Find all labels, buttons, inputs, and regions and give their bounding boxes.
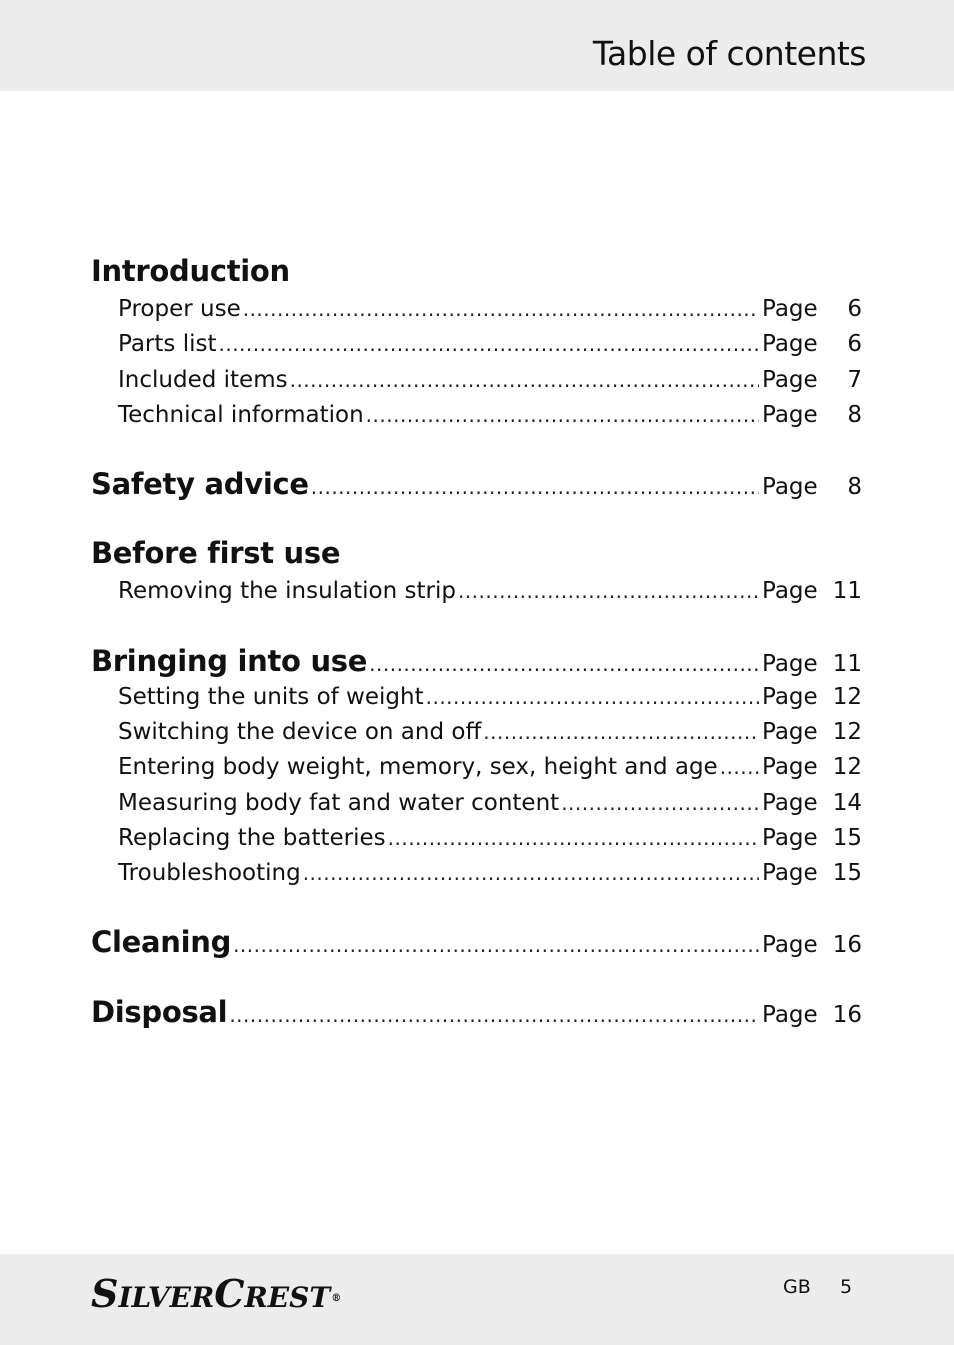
page-word: Page [762,651,818,677]
page-number-footer: 5 [840,1276,853,1298]
page-word: Page [762,367,818,393]
page-number: 6 [847,331,862,357]
toc-entry-entering-body-weight[interactable] [118,754,862,784]
toc-entry-troubleshooting[interactable] [118,860,862,890]
leader-dots [369,652,759,676]
toc-entry-measuring-body-fat[interactable] [118,790,862,820]
toc-entry-replacing-batteries[interactable] [118,825,862,855]
section-heading-introduction: Introduction [91,254,290,288]
silvercrest-logo [91,1271,342,1316]
registered-mark: ® [331,1292,342,1304]
leader-dots [388,826,759,850]
toc-entry-label: Setting the units of weight [118,684,424,710]
page-number: 8 [847,402,862,428]
leader-dots [483,720,759,744]
toc-entry-disposal[interactable] [91,995,862,1035]
toc-entry-proper-use[interactable] [118,296,862,326]
toc-entry-cleaning[interactable] [91,925,862,965]
page-number: 16 [832,932,862,958]
logo-letters: ILVER [118,1281,215,1314]
page-number: 11 [832,651,862,677]
toc-entry-label: Parts list [118,331,217,357]
page-number: 15 [832,860,862,886]
page-number: 6 [847,296,862,322]
leader-dots [366,403,759,427]
toc-entry-label: Replacing the batteries [118,825,386,851]
page-word: Page [762,790,818,816]
toc-entry-included-items[interactable] [118,367,862,397]
logo-letters: REST [244,1281,331,1314]
logo-letter: S [91,1271,119,1316]
leader-dots [720,755,759,779]
page-word: Page [762,719,818,745]
section-heading-safety-advice: Safety advice [91,467,309,501]
toc-entry-label: Switching the device on and off [118,719,482,745]
page-word: Page [762,331,818,357]
page-header [0,0,954,91]
section-heading-cleaning: Cleaning [91,925,232,959]
page-number: 16 [832,1002,862,1028]
leader-dots [426,685,759,709]
page-number: 11 [832,578,862,604]
page-word: Page [762,296,818,322]
leader-dots [229,1003,759,1027]
section-heading-bringing-into-use: Bringing into use [91,644,368,678]
page-word: Page [762,860,818,886]
toc-entry-label: Measuring body fat and water content [118,790,560,816]
toc-entry-switching-on-off[interactable] [118,719,862,749]
toc-entry-label: Included items [118,367,288,393]
toc-entry-technical-information[interactable] [118,402,862,432]
language-code: GB [783,1276,811,1298]
page-number: 8 [847,474,862,500]
toc-entry-safety-advice[interactable] [91,467,862,507]
leader-dots [311,475,759,499]
leader-dots [243,297,759,321]
page-word: Page [762,684,818,710]
toc-entry-label: Technical information [118,402,364,428]
leader-dots [233,933,759,957]
page-word: Page [762,754,818,780]
toc-entry-removing-insulation-strip[interactable] [118,578,862,608]
leader-dots [458,579,759,603]
leader-dots [561,791,759,815]
toc-entry-label: Troubleshooting [118,860,301,886]
leader-dots [303,861,759,885]
page-word: Page [762,1002,818,1028]
page-number: 12 [832,684,862,710]
logo-letter: C [214,1271,245,1316]
page-word: Page [762,578,818,604]
toc-entry-parts-list[interactable] [118,331,862,361]
section-heading-before-first-use: Before first use [91,536,341,570]
section-heading-disposal: Disposal [91,995,228,1029]
page-number: 15 [832,825,862,851]
page-number: 7 [847,367,862,393]
page-word: Page [762,402,818,428]
page-footer [0,1254,954,1345]
toc-entry-bringing-into-use[interactable] [91,644,862,684]
toc-entry-setting-units-of-weight[interactable] [118,684,862,714]
page-number: 14 [832,790,862,816]
page-word: Page [762,932,818,958]
toc-entry-label: Removing the insulation strip [118,578,456,604]
toc-entry-label: Entering body weight, memory, sex, height and age [118,754,718,780]
leader-dots [290,368,759,392]
page-number: 12 [832,754,862,780]
page-number: 12 [832,719,862,745]
leader-dots [218,332,759,356]
toc-entry-label: Proper use [118,296,241,322]
page-title: Table of contents [592,34,866,73]
page-word: Page [762,825,818,851]
page-word: Page [762,474,818,500]
